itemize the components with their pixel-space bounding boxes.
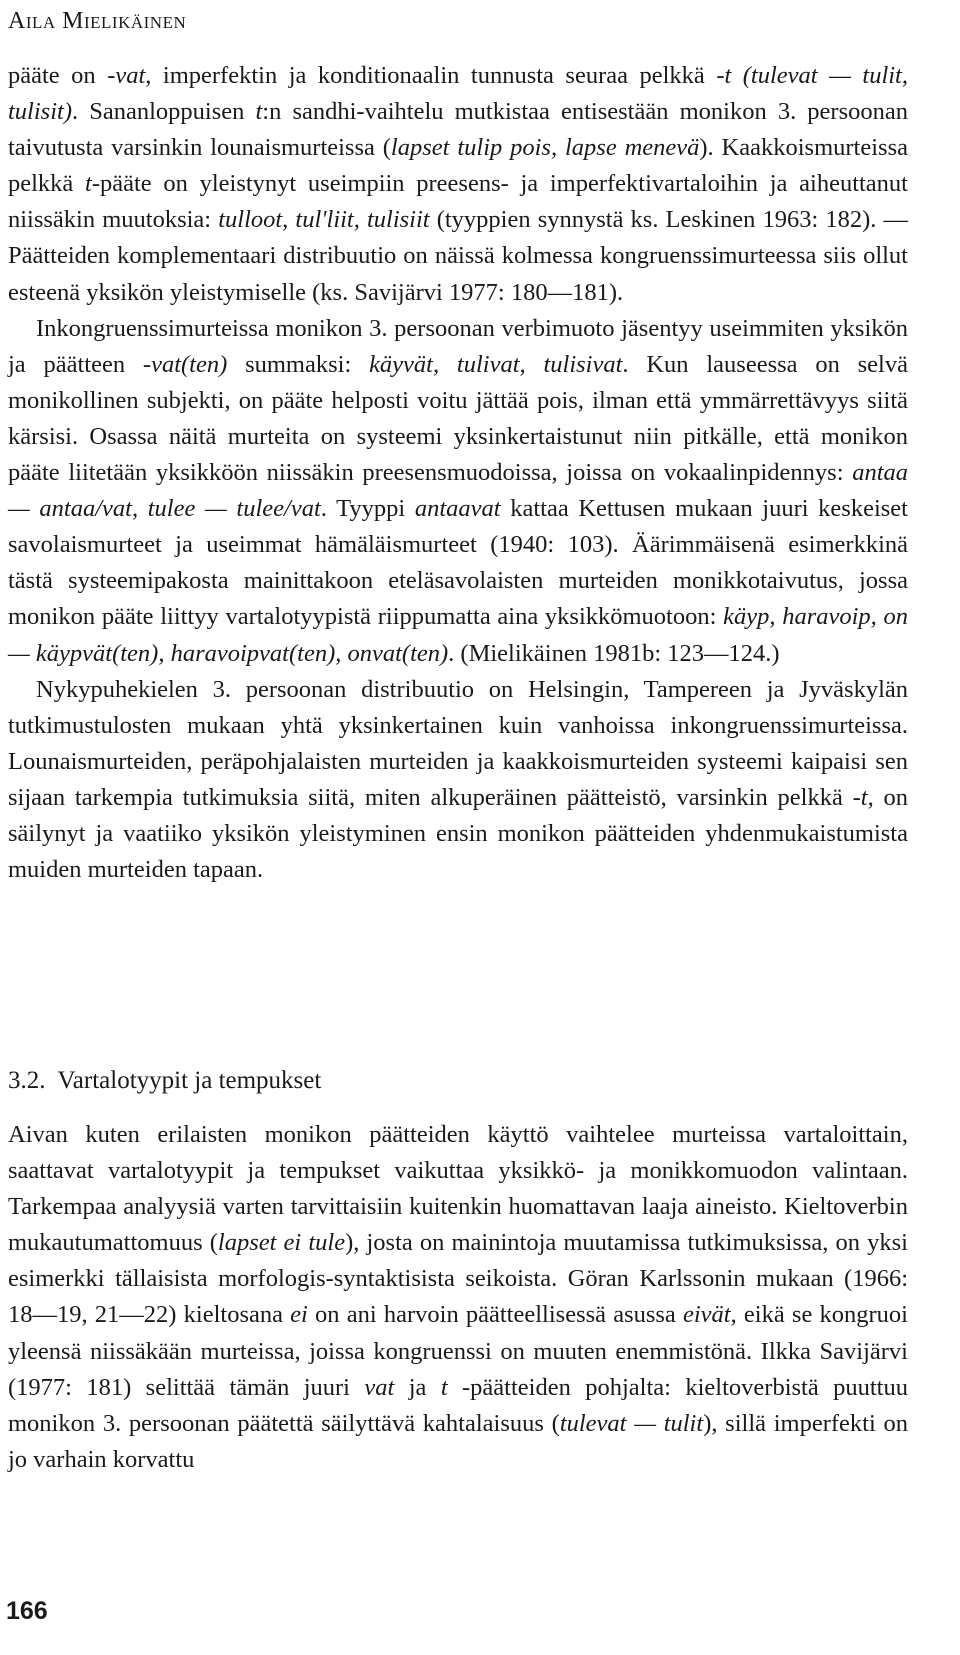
text-run: -pääte on yleistynyt useimpiin preesens- ja imperfektivartaloihin ja aiheuttanut niissäkin muutoksia: (8, 170, 908, 234)
text-run: , imperfektin ja konditionaalin tunnusta seuraa pelkkä (145, 62, 717, 89)
text-run: Aivan kuten erilaisten monikon päätteiden käyttö vaihtelee murteissa vartaloittain, saattavat vartalotyypit ja tempukset vaikuttaa yksikkö- ja monikkomuodon valintaan. Tarkempaa analyysiä varten tarvittaisiin kuitenkin huomattavan laaja aineisto. Kieltoverbin mukautumattomuus ( (8, 1121, 908, 1257)
paragraph (8, 311, 908, 672)
italic-text: -t (tulevat — tulit, tulisit) (8, 62, 908, 126)
page-number: 166 (6, 1597, 48, 1625)
text-run: ). Kaakkoismurteissa pelkkä (8, 134, 908, 198)
text-run: . (Mielikäinen 1981b: 123—124.) (448, 639, 780, 667)
italic-text: eivät (682, 1301, 731, 1329)
italic-text: t (440, 1373, 448, 1401)
text-run: -päätteiden pohjalta: kieltoverbistä puuttuu monikon 3. persoonan päätettä säilyttävä kahtalaisuus ( (8, 1373, 908, 1437)
text-run: ), josta on mainintoja muutamissa tutkimuksissa, on yksi esimerkki tällaisista morfologis-syntaktisista seikoista. Göran Karlssonin mukaan (1966: 18—19, 21—22) kieltosana (8, 1229, 908, 1329)
italic-text: ei (290, 1301, 308, 1329)
text-run: , on säilynyt ja vaatiiko yksikön yleistyminen ensin monikon päätteiden yhdenmukaistumista muiden murteiden tapaan. (8, 783, 909, 884)
text-run: , eikä se kongruoi yleensä niissäkään murteissa, joissa kongruenssi on muuten enemmistönä. Ilkka Savijärvi (1977: 181) selittää tämän juuri (8, 1301, 908, 1401)
italic-text: -vat (107, 62, 146, 89)
text-run: on ani harvoin päätteellisessä asussa (307, 1301, 683, 1329)
text-run: . Kun lauseessa on selvä monikollinen subjekti, on pääte helposti voitu jättää pois, ilman että ymmärrettävyys siitä kärsisi. Osassa näitä murteita on systeemi yksinkertaistunut niin pitkälle, että monikon pääte liitetään yksikköön niissäkin preesensmuodoissa, joissa on vokaalinpidennys: (8, 350, 908, 487)
italic-text: -vat(ten) (142, 350, 228, 378)
text-run: . Tyyppi (320, 495, 415, 523)
italic-text: t (255, 98, 263, 126)
section-title: Vartalotyypit ja tempukset (57, 1067, 322, 1094)
italic-text: t (85, 170, 92, 198)
text-run: . Sananloppuisen (71, 98, 256, 126)
italic-text: lapset tulip pois, lapse menevä (390, 134, 700, 162)
text-run: (tyyppien synnystä ks. Leskinen 1963: 182). — Päätteiden komplementaari distribuutio on näissä kolmessa kongruenssimurteessa siis ollut esteenä yksikön yleistymiselle (ks. Savijärvi 1977: 180—181). (8, 206, 909, 306)
paragraph (8, 672, 908, 889)
text-run: ja (394, 1373, 441, 1401)
running-head: Aila Mielikäinen (8, 8, 187, 34)
text-run: pääte on (8, 62, 108, 89)
section-heading (8, 1063, 321, 1099)
section-number: 3.2. (8, 1067, 46, 1094)
text-run: summaksi: (227, 350, 370, 378)
body-text-upper (8, 58, 908, 888)
text-run: kattaa Kettusen mukaan juuri keskeiset savolaismurteet ja useimmat hämäläismurteet (1940: 103). Äärimmäisenä esimerkkinä tästä systeemipakosta mainittakoon eteläsavolaisten murteiden monikkotaivutus, jossa monikon pääte liittyy vartalotyypistä riippumatta aina yksikkömuotoon: (8, 495, 908, 631)
body-text-lower (8, 1117, 908, 1478)
italic-text: lapset ei tule (217, 1229, 346, 1257)
italic-text: tulloot, tul'liit, tulisiit (218, 206, 430, 234)
italic-text: käyp, haravoip, on — käypvät(ten), haravoipvat(ten), onvat(ten) (8, 603, 908, 667)
text-run: :n sandhi-vaihtelu mutkistaa entisestään monikon 3. persoonan taivutusta varsinkin lounaismurteissa ( (8, 98, 908, 162)
text-run: ), sillä imperfekti on jo varhain korvattu (8, 1409, 908, 1473)
italic-text: antaa — antaa/vat, tulee — tulee/vat (8, 459, 908, 523)
text-run: Inkongruenssimurteissa monikon 3. persoonan verbimuoto jäsentyy useimmiten yksikön ja päätteen (8, 314, 908, 378)
paragraph (8, 1117, 908, 1478)
italic-text: -t (852, 783, 868, 811)
italic-text: käyvät, tulivat, tulisivat (369, 350, 623, 378)
text-run: Nykypuhekielen 3. persoonan distribuutio on Helsingin, Tampereen ja Jyväskylän tutkimustulosten mukaan yhtä yksinkertainen kuin vanhoissa inkongruenssimurteissa. Lounaismurteiden, peräpohjalaisten murteiden ja kaakkoismurteiden systeemi kaipaisi sen sijaan tarkempia tutkimuksia siitä, miten alkuperäinen päätteistö, varsinkin pelkkä (8, 675, 908, 811)
italic-text: antaavat (414, 495, 501, 523)
paragraph (8, 58, 908, 311)
italic-text: vat (364, 1373, 395, 1401)
italic-text: tulevat — tulit (559, 1409, 704, 1437)
